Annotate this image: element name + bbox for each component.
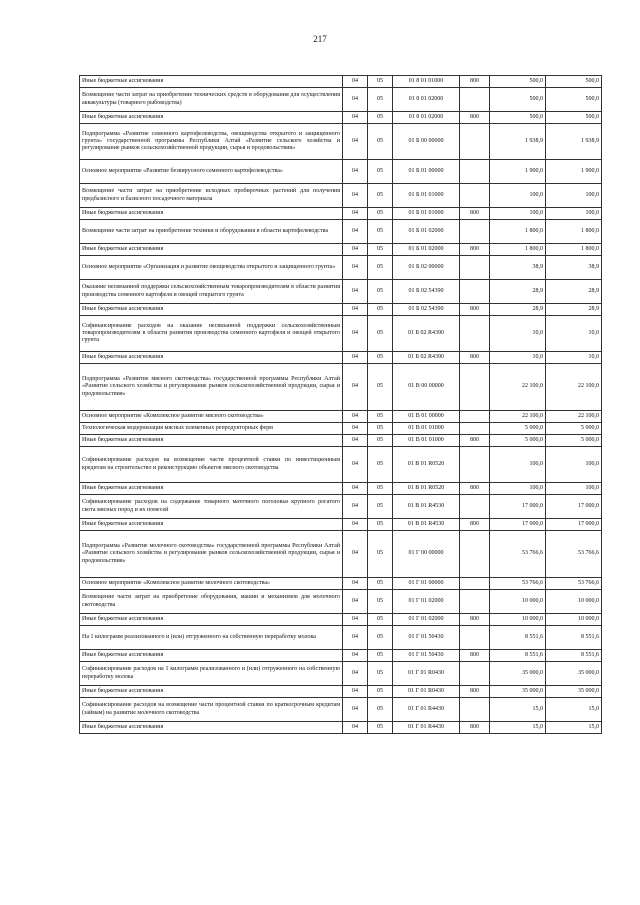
row-section: 04	[343, 662, 368, 686]
row-name: Иные бюджетные ассигнования	[80, 435, 343, 447]
row-expense-type	[460, 590, 490, 614]
row-expense-type	[460, 160, 490, 184]
row-target-article: 01 8 01 02000	[393, 88, 460, 112]
row-subsection: 05	[368, 316, 393, 352]
row-name: Основное мероприятие «Развитие безвирусного семенного картофелеводства»	[80, 160, 343, 184]
row-amount-2: 17 000,0	[546, 495, 602, 519]
row-section: 04	[343, 112, 368, 124]
row-expense-type	[460, 88, 490, 112]
row-amount-1: 53 766,6	[490, 531, 546, 578]
row-target-article: 01 В 01 R4530	[393, 495, 460, 519]
row-target-article: 01 Б 02 R4390	[393, 352, 460, 364]
row-subsection: 05	[368, 220, 393, 244]
table-row	[80, 519, 602, 531]
row-target-article: 01 Г 01 R0430	[393, 662, 460, 686]
table-row	[80, 411, 602, 423]
row-amount-2: 100,0	[546, 483, 602, 495]
row-section: 04	[343, 483, 368, 495]
row-subsection: 05	[368, 124, 393, 160]
row-expense-type: 800	[460, 650, 490, 662]
row-amount-1: 100,0	[490, 184, 546, 208]
row-expense-type: 800	[460, 483, 490, 495]
budget-table-body	[80, 76, 602, 734]
row-subsection: 05	[368, 590, 393, 614]
table-row	[80, 495, 602, 519]
row-expense-type	[460, 578, 490, 590]
table-row	[80, 304, 602, 316]
table-row	[80, 590, 602, 614]
row-section: 04	[343, 208, 368, 220]
row-amount-2: 1 900,0	[546, 160, 602, 184]
row-target-article: 01 Б 02 00000	[393, 256, 460, 280]
row-section: 04	[343, 364, 368, 411]
row-target-article: 01 В 01 00000	[393, 411, 460, 423]
row-amount-1: 35 000,0	[490, 662, 546, 686]
row-target-article: 01 Б 01 00000	[393, 160, 460, 184]
row-expense-type: 800	[460, 304, 490, 316]
row-name: Подпрограмма «Развитие молочного скотоводства» государственной программы Республики Алтай «Развитие сельского хозяйства и регулирование рынков сельскохозяйственной продукции, сырья и продовольствия»	[80, 531, 343, 578]
row-subsection: 05	[368, 423, 393, 435]
row-section: 04	[343, 423, 368, 435]
row-subsection: 05	[368, 352, 393, 364]
row-amount-2: 10,0	[546, 352, 602, 364]
row-amount-2: 53 766,6	[546, 531, 602, 578]
row-expense-type: 800	[460, 435, 490, 447]
row-expense-type: 800	[460, 244, 490, 256]
row-subsection: 05	[368, 578, 393, 590]
table-row	[80, 435, 602, 447]
row-name: Иные бюджетные ассигнования	[80, 614, 343, 626]
row-section: 04	[343, 316, 368, 352]
row-amount-2: 10 000,0	[546, 590, 602, 614]
row-section: 04	[343, 722, 368, 734]
row-name: Софинансирование расходов на возмещение части процентной ставки по инвестиционным кредитам на строительство и реконструкцию объектов мясного скотоводства	[80, 447, 343, 483]
row-amount-1: 28,9	[490, 280, 546, 304]
row-section: 04	[343, 435, 368, 447]
row-expense-type: 800	[460, 519, 490, 531]
row-target-article: 01 Б 01 01000	[393, 184, 460, 208]
row-section: 04	[343, 184, 368, 208]
row-amount-1: 8 551,6	[490, 650, 546, 662]
row-name: Иные бюджетные ассигнования	[80, 650, 343, 662]
row-expense-type	[460, 256, 490, 280]
table-row	[80, 160, 602, 184]
table-row	[80, 722, 602, 734]
row-name: Софинансирование расходов на содержание товарного маточного поголовья крупного рогатого скота мясных пород и их помесей	[80, 495, 343, 519]
row-amount-2: 28,9	[546, 280, 602, 304]
row-name: Возмещение части затрат на приобретение технических средств в оборудования для осуществления аквакультуры (товарного рыбоводства)	[80, 88, 343, 112]
budget-table	[79, 75, 602, 734]
row-amount-1: 28,9	[490, 304, 546, 316]
table-row	[80, 686, 602, 698]
row-target-article: 01 8 01 01000	[393, 76, 460, 88]
row-amount-1: 53 766,6	[490, 578, 546, 590]
row-target-article: 01 Г 01 R0430	[393, 686, 460, 698]
row-section: 04	[343, 447, 368, 483]
row-subsection: 05	[368, 208, 393, 220]
table-row	[80, 650, 602, 662]
row-target-article: 01 В 01 R0520	[393, 447, 460, 483]
row-name: Возмещение части затрат на приобретение техники и оборудования в области картофелеводства	[80, 220, 343, 244]
row-expense-type: 800	[460, 686, 490, 698]
row-subsection: 05	[368, 650, 393, 662]
row-expense-type: 800	[460, 76, 490, 88]
row-subsection: 05	[368, 280, 393, 304]
row-section: 04	[343, 495, 368, 519]
row-amount-2: 100,0	[546, 208, 602, 220]
row-amount-1: 38,9	[490, 256, 546, 280]
row-expense-type	[460, 495, 490, 519]
row-section: 04	[343, 519, 368, 531]
row-section: 04	[343, 531, 368, 578]
row-amount-2: 500,0	[546, 112, 602, 124]
row-name: Иные бюджетные ассигнования	[80, 686, 343, 698]
row-amount-1: 500,0	[490, 76, 546, 88]
table-row	[80, 184, 602, 208]
row-subsection: 05	[368, 184, 393, 208]
row-amount-2: 15,0	[546, 698, 602, 722]
table-row	[80, 447, 602, 483]
row-amount-2: 1 800,0	[546, 244, 602, 256]
row-expense-type	[460, 626, 490, 650]
row-section: 04	[343, 590, 368, 614]
page-number: 217	[313, 34, 327, 44]
row-amount-1: 5 000,0	[490, 423, 546, 435]
row-amount-2: 15,0	[546, 722, 602, 734]
row-target-article: 01 В 01 R0520	[393, 483, 460, 495]
row-name: Оказание несвязанной поддержки сельскохозяйственным товаропроизводителям в области развития производства семенного картофеля и овощей открытого грунта	[80, 280, 343, 304]
row-amount-1: 15,0	[490, 722, 546, 734]
row-amount-1: 10,0	[490, 352, 546, 364]
row-target-article: 01 Б 02 R4390	[393, 316, 460, 352]
row-target-article: 01 Г 01 R4430	[393, 698, 460, 722]
row-expense-type: 800	[460, 614, 490, 626]
table-row	[80, 364, 602, 411]
table-row	[80, 256, 602, 280]
row-amount-1: 10,0	[490, 316, 546, 352]
row-amount-1: 10 000,0	[490, 614, 546, 626]
table-row	[80, 626, 602, 650]
row-name: Софинансирование расходов на возмещение части процентной ставки по краткосрочным кредитам (займам) на развитие молочного скотоводства	[80, 698, 343, 722]
row-amount-1: 500,0	[490, 88, 546, 112]
row-expense-type	[460, 220, 490, 244]
row-section: 04	[343, 76, 368, 88]
row-target-article: 01 Г 01 50430	[393, 626, 460, 650]
row-expense-type: 800	[460, 352, 490, 364]
row-subsection: 05	[368, 483, 393, 495]
row-section: 04	[343, 614, 368, 626]
row-subsection: 05	[368, 76, 393, 88]
table-row	[80, 244, 602, 256]
row-name: Иные бюджетные ассигнования	[80, 483, 343, 495]
row-subsection: 05	[368, 88, 393, 112]
row-amount-2: 500,0	[546, 76, 602, 88]
row-amount-1: 1 900,0	[490, 160, 546, 184]
row-name: Иные бюджетные ассигнования	[80, 244, 343, 256]
row-amount-1: 100,0	[490, 447, 546, 483]
row-subsection: 05	[368, 519, 393, 531]
row-expense-type	[460, 423, 490, 435]
row-expense-type	[460, 662, 490, 686]
row-section: 04	[343, 352, 368, 364]
row-name: Возмещение части затрат на приобретение оборудования, машин и механизмов для молочного скотоводства	[80, 590, 343, 614]
row-amount-2: 35 000,0	[546, 686, 602, 698]
row-name: Иные бюджетные ассигнования	[80, 304, 343, 316]
row-amount-1: 100,0	[490, 208, 546, 220]
row-section: 04	[343, 626, 368, 650]
row-section: 04	[343, 160, 368, 184]
row-name: Основное мероприятие «Комплексное развитие молочного скотоводства»	[80, 578, 343, 590]
row-name: Иные бюджетные ассигнования	[80, 112, 343, 124]
row-amount-2: 53 766,6	[546, 578, 602, 590]
table-row	[80, 352, 602, 364]
row-expense-type: 800	[460, 722, 490, 734]
row-subsection: 05	[368, 160, 393, 184]
table-row	[80, 88, 602, 112]
row-expense-type	[460, 447, 490, 483]
row-target-article: 01 Г 01 50430	[393, 650, 460, 662]
row-subsection: 05	[368, 662, 393, 686]
row-amount-2: 28,9	[546, 304, 602, 316]
row-amount-2: 5 000,0	[546, 435, 602, 447]
row-section: 04	[343, 220, 368, 244]
row-subsection: 05	[368, 435, 393, 447]
row-target-article: 01 Б 02 54390	[393, 280, 460, 304]
row-expense-type	[460, 364, 490, 411]
row-subsection: 05	[368, 256, 393, 280]
row-name: Основное мероприятие «Организация и развитие овощеводства открытого и защищенного грунта»	[80, 256, 343, 280]
row-subsection: 05	[368, 244, 393, 256]
row-subsection: 05	[368, 698, 393, 722]
table-row	[80, 531, 602, 578]
row-target-article: 01 Б 01 02000	[393, 244, 460, 256]
row-expense-type	[460, 184, 490, 208]
row-target-article: 01 Г 01 02000	[393, 614, 460, 626]
table-row	[80, 698, 602, 722]
row-name: Иные бюджетные ассигнования	[80, 519, 343, 531]
row-section: 04	[343, 650, 368, 662]
row-expense-type	[460, 698, 490, 722]
row-name: Иные бюджетные ассигнования	[80, 722, 343, 734]
row-amount-2: 8 551,6	[546, 650, 602, 662]
row-target-article: 01 Б 01 01000	[393, 208, 460, 220]
row-expense-type	[460, 531, 490, 578]
table-row	[80, 423, 602, 435]
row-target-article: 01 Г 01 00000	[393, 578, 460, 590]
row-name: Подпрограмма «Развитие мясного скотоводства» государственной программы Республики Алтай «Развитие сельского хозяйства и регулирование рынков сельскохозяйственной продукции, сырья и продовольствия»	[80, 364, 343, 411]
row-expense-type	[460, 316, 490, 352]
row-amount-2: 1 938,9	[546, 124, 602, 160]
row-name: На 1 килограмм реализованного и (или) отгруженного на собственную переработку молока	[80, 626, 343, 650]
row-name: Возмещение части затрат на приобретение исходных пробирочных растений для получения предбазисного и базисного посадочного материала	[80, 184, 343, 208]
row-amount-2: 17 000,0	[546, 519, 602, 531]
row-expense-type	[460, 280, 490, 304]
table-row	[80, 614, 602, 626]
row-target-article: 01 Б 00 00000	[393, 124, 460, 160]
row-amount-1: 17 000,0	[490, 519, 546, 531]
row-amount-2: 1 800,0	[546, 220, 602, 244]
row-name: Софинансирование расходов на 1 килограмм реализованного и (или) отгруженного на собственную переработку молока	[80, 662, 343, 686]
row-expense-type: 800	[460, 112, 490, 124]
row-subsection: 05	[368, 722, 393, 734]
row-name: Иные бюджетные ассигнования	[80, 208, 343, 220]
row-section: 04	[343, 578, 368, 590]
table-row	[80, 316, 602, 352]
row-target-article: 01 В 01 R4530	[393, 519, 460, 531]
row-amount-1: 22 100,0	[490, 411, 546, 423]
row-target-article: 01 Б 01 02000	[393, 220, 460, 244]
row-amount-2: 8 551,6	[546, 626, 602, 650]
row-subsection: 05	[368, 112, 393, 124]
row-amount-1: 22 100,0	[490, 364, 546, 411]
row-subsection: 05	[368, 364, 393, 411]
row-amount-1: 15,0	[490, 698, 546, 722]
row-target-article: 01 Г 01 R4430	[393, 722, 460, 734]
table-row	[80, 76, 602, 88]
row-section: 04	[343, 124, 368, 160]
row-section: 04	[343, 698, 368, 722]
row-section: 04	[343, 411, 368, 423]
row-amount-1: 1 938,9	[490, 124, 546, 160]
row-subsection: 05	[368, 626, 393, 650]
row-expense-type	[460, 411, 490, 423]
row-name: Основное мероприятие «Комплексное развитие мясного скотоводства»	[80, 411, 343, 423]
row-subsection: 05	[368, 531, 393, 578]
row-amount-2: 22 100,0	[546, 411, 602, 423]
row-target-article: 01 Б 02 54390	[393, 304, 460, 316]
row-subsection: 05	[368, 495, 393, 519]
row-subsection: 05	[368, 614, 393, 626]
row-amount-2: 22 100,0	[546, 364, 602, 411]
row-section: 04	[343, 244, 368, 256]
row-name: Иные бюджетные ассигнования	[80, 352, 343, 364]
row-expense-type	[460, 124, 490, 160]
row-target-article: 01 В 00 00000	[393, 364, 460, 411]
row-amount-1: 100,0	[490, 483, 546, 495]
row-subsection: 05	[368, 447, 393, 483]
row-target-article: 01 В 01 01000	[393, 435, 460, 447]
row-amount-1: 10 000,0	[490, 590, 546, 614]
row-amount-2: 100,0	[546, 447, 602, 483]
table-row	[80, 124, 602, 160]
row-target-article: 01 Г 01 02000	[393, 590, 460, 614]
table-row	[80, 220, 602, 244]
row-amount-1: 17 000,0	[490, 495, 546, 519]
row-name: Технологическая модернизация мясных племенных репродукторных ферм	[80, 423, 343, 435]
row-section: 04	[343, 88, 368, 112]
row-target-article: 01 Г 00 00000	[393, 531, 460, 578]
row-amount-2: 35 000,0	[546, 662, 602, 686]
row-subsection: 05	[368, 304, 393, 316]
row-amount-1: 5 000,0	[490, 435, 546, 447]
table-row	[80, 662, 602, 686]
row-amount-1: 500,0	[490, 112, 546, 124]
row-amount-1: 8 551,6	[490, 626, 546, 650]
row-amount-2: 5 000,0	[546, 423, 602, 435]
table-row	[80, 483, 602, 495]
row-expense-type: 800	[460, 208, 490, 220]
row-section: 04	[343, 280, 368, 304]
row-subsection: 05	[368, 686, 393, 698]
row-amount-1: 1 800,0	[490, 220, 546, 244]
table-row	[80, 112, 602, 124]
table-row	[80, 280, 602, 304]
row-section: 04	[343, 256, 368, 280]
row-amount-2: 100,0	[546, 184, 602, 208]
table-row	[80, 578, 602, 590]
row-name: Подпрограмма «Развитие семенного картофелеводства, овощеводства открытого и защищенного грунта» государственной программы Республики Алтай «Развитие сельского хозяйства и регулирование рынков сельскохозяйственной продукции, сырья и продовольствия»	[80, 124, 343, 160]
row-amount-2: 38,9	[546, 256, 602, 280]
row-amount-2: 10 000,0	[546, 614, 602, 626]
row-amount-2: 10,0	[546, 316, 602, 352]
row-section: 04	[343, 686, 368, 698]
row-amount-2: 500,0	[546, 88, 602, 112]
row-subsection: 05	[368, 411, 393, 423]
row-target-article: 01 В 01 01000	[393, 423, 460, 435]
table-row	[80, 208, 602, 220]
row-target-article: 01 8 01 02000	[393, 112, 460, 124]
row-amount-1: 1 800,0	[490, 244, 546, 256]
row-name: Софинансирование расходов на оказание несвязанной поддержки сельскохозяйственным товаропроизводителям в области развития производства семенного картофеля и овощей открытого грунта	[80, 316, 343, 352]
row-amount-1: 35 000,0	[490, 686, 546, 698]
row-name: Иные бюджетные ассигнования	[80, 76, 343, 88]
row-section: 04	[343, 304, 368, 316]
